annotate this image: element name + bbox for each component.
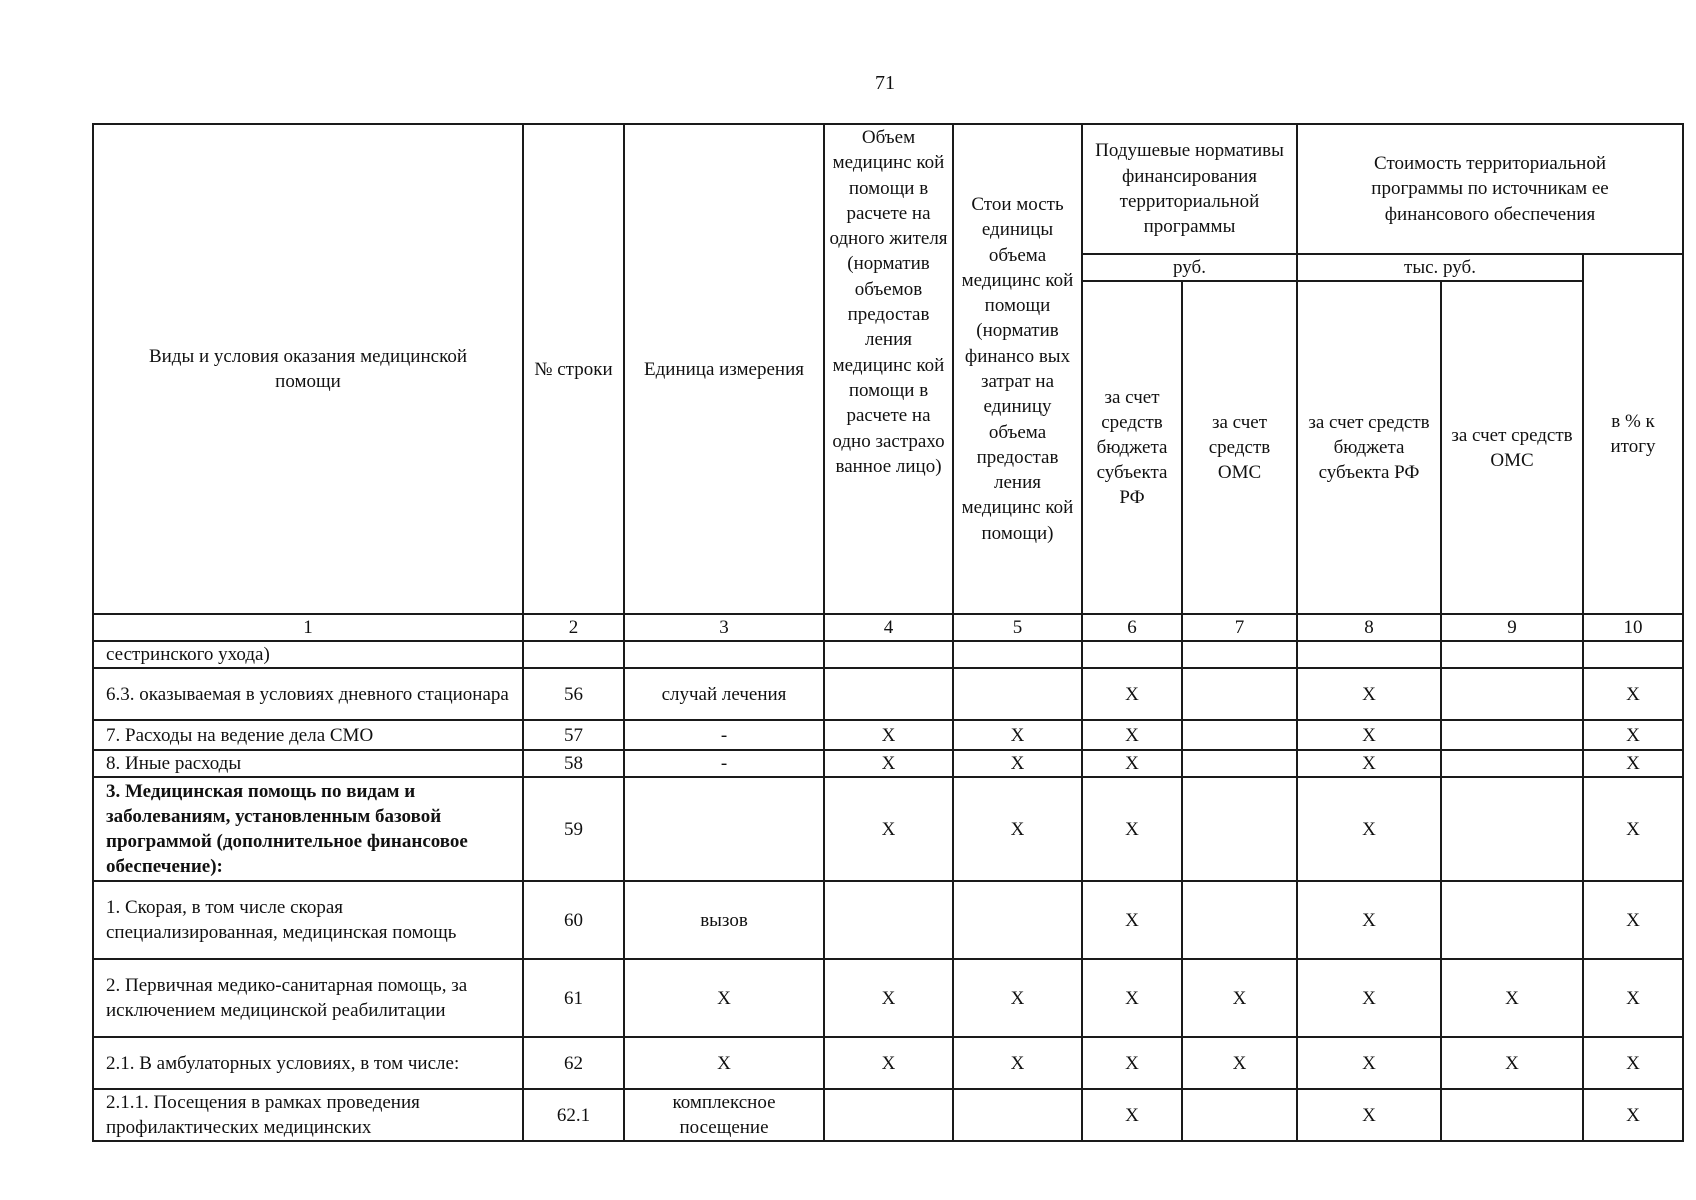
row-unit <box>624 777 824 881</box>
header-col-10: в % к итогу <box>1583 254 1683 614</box>
row-cell: X <box>824 750 953 777</box>
table-row <box>93 1089 1683 1141</box>
page-number: 71 <box>875 72 895 94</box>
row-number: 62 <box>523 1037 624 1089</box>
row-number: 56 <box>523 668 624 720</box>
header-col-2: № строки <box>523 124 624 614</box>
row-unit: случай лечения <box>624 668 824 720</box>
row-cell: X <box>1583 881 1683 959</box>
row-cell <box>1441 750 1583 777</box>
row-cell: X <box>1082 881 1182 959</box>
row-cell: X <box>1082 668 1182 720</box>
row-cell: X <box>824 959 953 1037</box>
row-cell: X <box>1297 959 1441 1037</box>
table-row <box>93 1037 1683 1089</box>
header-col-8: за счет средств бюджета субъекта РФ <box>1297 281 1441 614</box>
row-cell <box>953 668 1082 720</box>
header-col-5: Стои мость единицы объема медицинс кой помощи (норматив финансо вых затрат на единицу объема предостав ления медицинс кой помощи) <box>953 124 1082 614</box>
row-unit: комплексное посещение <box>624 1089 824 1141</box>
row-cell: X <box>1182 1037 1297 1089</box>
row-cell <box>824 641 953 668</box>
row-cell: X <box>1297 668 1441 720</box>
row-cell <box>1441 1089 1583 1141</box>
column-number: 2 <box>523 614 624 641</box>
column-number: 1 <box>93 614 523 641</box>
row-cell: X <box>824 720 953 750</box>
row-name: сестринского ухода) <box>93 641 523 668</box>
row-cell: X <box>824 1037 953 1089</box>
row-cell <box>1441 720 1583 750</box>
row-cell: X <box>953 959 1082 1037</box>
row-cell: X <box>1583 720 1683 750</box>
header-col-9: за счет средств ОМС <box>1441 281 1583 614</box>
header-col-6: за счет средств бюджета субъекта РФ <box>1082 281 1182 614</box>
row-unit <box>624 641 824 668</box>
row-cell: X <box>1297 750 1441 777</box>
row-name: 6.3. оказываемая в условиях дневного стационара <box>93 668 523 720</box>
column-number: 7 <box>1182 614 1297 641</box>
row-cell: X <box>824 777 953 881</box>
row-cell <box>1182 777 1297 881</box>
row-cell <box>1441 641 1583 668</box>
row-cell <box>824 1089 953 1141</box>
row-cell: X <box>1583 1037 1683 1089</box>
row-cell <box>1182 641 1297 668</box>
row-cell <box>1297 641 1441 668</box>
column-numbers-row <box>93 614 1683 641</box>
row-number: 61 <box>523 959 624 1037</box>
row-cell: X <box>1297 881 1441 959</box>
row-name: 2.1. В амбулаторных условиях, в том числе: <box>93 1037 523 1089</box>
column-number: 3 <box>624 614 824 641</box>
row-cell: X <box>1297 777 1441 881</box>
row-number: 57 <box>523 720 624 750</box>
row-cell <box>1182 1089 1297 1141</box>
row-number: 60 <box>523 881 624 959</box>
row-cell: X <box>1583 668 1683 720</box>
header-group-cost: Стоимость территориальной программы по источникам ее финансового обеспечения <box>1297 124 1683 254</box>
header-unit-thousand-rub: тыс. руб. <box>1297 254 1583 281</box>
header-row-1 <box>93 124 1683 254</box>
row-cell: X <box>1583 750 1683 777</box>
row-cell <box>1182 881 1297 959</box>
row-cell <box>1441 881 1583 959</box>
row-cell: X <box>953 1037 1082 1089</box>
row-cell: X <box>1297 720 1441 750</box>
row-number: 58 <box>523 750 624 777</box>
header-col-4: Объем медицинс кой помощи в расчете на одного жителя (норматив объемов предостав ления медицинс кой помощи в расчете на одно застрахо ванное лицо) <box>824 124 953 614</box>
header-col-1: Виды и условия оказания медицинской помощи <box>93 124 523 614</box>
column-number: 5 <box>953 614 1082 641</box>
table-row <box>93 668 1683 720</box>
row-cell: X <box>1583 1089 1683 1141</box>
row-name: 8. Иные расходы <box>93 750 523 777</box>
row-unit: - <box>624 750 824 777</box>
table-row <box>93 881 1683 959</box>
column-number: 9 <box>1441 614 1583 641</box>
row-cell <box>1441 777 1583 881</box>
row-name: 1. Скорая, в том числе скорая специализированная, медицинская помощь <box>93 881 523 959</box>
row-cell: X <box>1583 777 1683 881</box>
row-cell: X <box>1297 1089 1441 1141</box>
row-cell <box>1182 668 1297 720</box>
table-row <box>93 750 1683 777</box>
row-unit: X <box>624 959 824 1037</box>
header-col-3: Единица измерения <box>624 124 824 614</box>
row-number: 59 <box>523 777 624 881</box>
row-cell: X <box>1441 1037 1583 1089</box>
row-cell <box>1082 641 1182 668</box>
row-cell: X <box>1297 1037 1441 1089</box>
row-cell: X <box>1441 959 1583 1037</box>
header-group-per-capita: Подушевые нормативы финансирования территориальной программы <box>1082 124 1297 254</box>
row-cell: X <box>1082 720 1182 750</box>
row-cell: X <box>1082 1037 1182 1089</box>
table-row <box>93 777 1683 881</box>
header-unit-rub: руб. <box>1082 254 1297 281</box>
row-cell <box>953 881 1082 959</box>
row-cell <box>1441 668 1583 720</box>
row-cell <box>824 668 953 720</box>
column-number: 10 <box>1583 614 1683 641</box>
row-number <box>523 641 624 668</box>
row-unit: X <box>624 1037 824 1089</box>
column-number: 4 <box>824 614 953 641</box>
row-cell <box>953 641 1082 668</box>
row-unit: вызов <box>624 881 824 959</box>
table-row <box>93 959 1683 1037</box>
row-cell: X <box>953 777 1082 881</box>
row-name: 2. Первичная медико-санитарная помощь, за исключением медицинской реабилитации <box>93 959 523 1037</box>
row-cell: X <box>953 750 1082 777</box>
row-cell: X <box>1182 959 1297 1037</box>
row-name: 7. Расходы на ведение дела СМО <box>93 720 523 750</box>
row-cell: X <box>1583 959 1683 1037</box>
row-unit: - <box>624 720 824 750</box>
header-col-7: за счет средств ОМС <box>1182 281 1297 614</box>
row-cell <box>824 881 953 959</box>
row-name: 3. Медицинская помощь по видам и заболеваниям, установленным базовой программой (дополнительное финансовое обеспечение): <box>93 777 523 881</box>
row-cell <box>953 1089 1082 1141</box>
row-number: 62.1 <box>523 1089 624 1141</box>
row-cell: X <box>1082 777 1182 881</box>
table-row <box>93 720 1683 750</box>
row-cell: X <box>953 720 1082 750</box>
financing-table <box>92 123 1684 1142</box>
row-cell: X <box>1082 959 1182 1037</box>
column-number: 6 <box>1082 614 1182 641</box>
row-cell <box>1583 641 1683 668</box>
row-name: 2.1.1. Посещения в рамках проведения профилактических медицинских <box>93 1089 523 1141</box>
row-cell: X <box>1082 1089 1182 1141</box>
row-cell <box>1182 720 1297 750</box>
row-cell: X <box>1082 750 1182 777</box>
column-number: 8 <box>1297 614 1441 641</box>
table-row <box>93 641 1683 668</box>
row-cell <box>1182 750 1297 777</box>
